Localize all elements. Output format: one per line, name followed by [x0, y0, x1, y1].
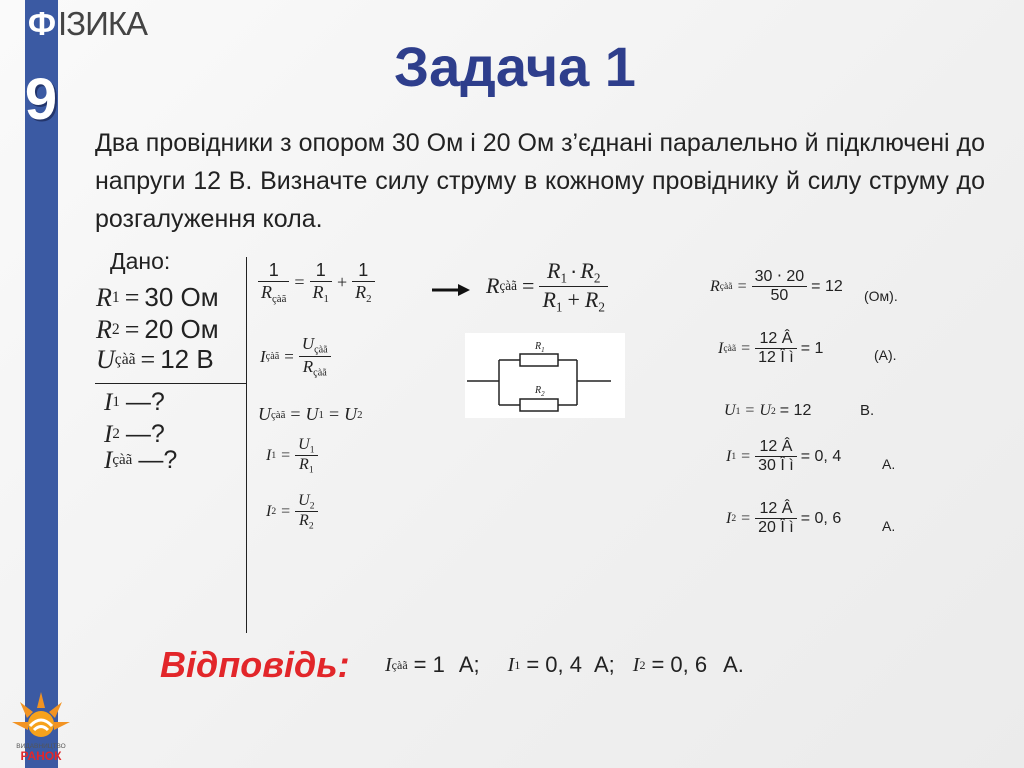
solution-i: I çàã = $\frac{12 Â}{\text{12 Î ì}}$ = 1 [718, 330, 824, 367]
given-r1: R 1 = 30 Ом [96, 282, 219, 312]
problem-text: Два провідники з опором 30 Ом і 20 Ом з’єднані паралельно й підключені до напруги 12 В. Визначте силу струму в кожному провіднику й силу струму до розгалуження кола. [95, 129, 985, 233]
formula-parallel: $\frac{1}{R_{çàã}}$ = $\frac{1}{R_1}$ + $\frac{1}{R_2}$ [258, 260, 375, 305]
answer-values: I çàã = 1 А; I 1 = 0, 4 А; I 2 = 0, 6 А. [385, 652, 744, 677]
given-separator [246, 257, 247, 633]
given-u: U çàã = 12 В [96, 344, 214, 374]
formula-ohm-total: I çàã = $\frac{U_{çàã}}{R_{çàã}}$ [260, 334, 331, 380]
solution-i-unit: (А). [874, 347, 897, 363]
find-i2: I 2 —? [104, 420, 165, 448]
solution-r-unit: (Ом). [864, 288, 898, 304]
circuit-r1-label: $R_1$ [535, 341, 545, 354]
solution-u: U 1 = U 2 = 12 [724, 402, 812, 419]
solution-i1-unit: А. [882, 456, 896, 472]
solution-u-unit: В. [860, 402, 875, 419]
formula-voltage: U çàã = U 1 = U 2 [258, 404, 363, 424]
page-title: Задача 1 [394, 35, 636, 98]
solution-r: R çàã = $\frac{30 \cdot 20}{50}$ = 12 [710, 268, 843, 305]
solution-i2: I 2 = $\frac{12 Â}{\text{20 Î ì}}$ = 0, 6 [726, 500, 842, 537]
brand-rest: ІЗИКА [58, 5, 148, 42]
formula-i2: I 2 = $\frac{U_2}{R_2}$ [266, 492, 318, 532]
given-label: Дано: [110, 248, 171, 274]
given-divider [95, 383, 247, 384]
logo-text-small: ВИДАВНИЦТВО [16, 743, 66, 750]
circuit-r2-label: $R_2$ [535, 385, 545, 398]
find-i1: I 1 —? [104, 388, 165, 416]
formula-i1: I 1 = $\frac{U_1}{R_1}$ [266, 436, 318, 476]
brand-letter: Ф [27, 5, 56, 42]
solution-i1: I 1 = $\frac{12 Â}{\text{30 Î ì}}$ = 0, 4 [726, 438, 842, 475]
answer-i1: I 1 [507, 653, 521, 676]
arrow-right-icon [432, 282, 470, 298]
find-izag: I çàã —? [104, 446, 178, 474]
solution-i2-unit: А. [882, 518, 896, 534]
answer-label: Відповідь: [160, 644, 350, 685]
grade-number: 9 [24, 67, 58, 132]
parallel-circuit-icon [465, 333, 625, 418]
given-r2: R 2 = 20 Ом [96, 314, 219, 344]
circuit-diagram [465, 333, 625, 418]
formula-total-resistance: R çàã = $\frac{R_1 \cdot R_2}{R_1 + R_2}$ [486, 258, 608, 315]
publisher-logo [8, 688, 74, 764]
answer-izag: I çàã [385, 653, 408, 676]
answer-i2: I 2 [632, 653, 646, 676]
logo-text-main: РАНОК [20, 749, 62, 763]
